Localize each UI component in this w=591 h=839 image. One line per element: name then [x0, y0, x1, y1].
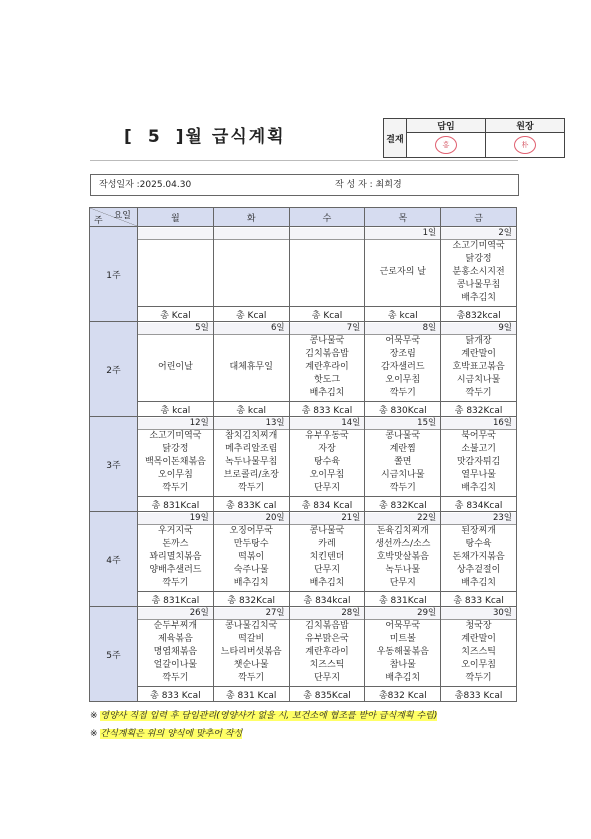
day-cell	[365, 607, 441, 687]
menu-list	[290, 525, 365, 591]
day-header-wed: 수	[289, 208, 365, 227]
day-cell	[289, 512, 365, 592]
menu-item: 오이무침	[158, 470, 193, 481]
calorie-total: 총833 Kcal	[441, 687, 517, 702]
menu-list	[441, 525, 516, 591]
menu-item: 콩나물무침	[456, 280, 501, 291]
note-mark: ※	[90, 729, 98, 739]
date-label: 26일	[138, 608, 213, 620]
week-label: 2주	[90, 322, 138, 417]
menu-item: 핫도그	[313, 375, 341, 386]
date-label: 22일	[365, 513, 440, 525]
approval-label: 결재	[384, 119, 407, 158]
menu-item: 깍두기	[465, 388, 492, 399]
menu-list	[365, 430, 440, 496]
menu-item: 깍두기	[389, 388, 416, 399]
day-cell	[138, 227, 214, 307]
menu-item: 챗순나물	[233, 660, 269, 671]
day-cell	[441, 607, 517, 687]
menu-item: 콩나물국	[385, 430, 421, 441]
date-label	[290, 228, 365, 240]
menu-item: 쫄면	[394, 456, 412, 467]
day-header-fri: 금	[441, 208, 517, 227]
date-label: 12일	[138, 418, 213, 430]
week-label: 4주	[90, 512, 138, 607]
date-label: 5일	[138, 323, 213, 335]
date-label	[138, 228, 213, 240]
calorie-total: 총 kcal	[213, 402, 289, 417]
menu-list	[214, 620, 289, 686]
menu-item: 녹두나물무침	[225, 456, 278, 467]
totals-row	[90, 307, 517, 322]
totals-row	[90, 497, 517, 512]
menu-list	[441, 620, 516, 686]
week-row	[90, 227, 517, 307]
meta-bar	[90, 174, 519, 196]
menu-item: 닭개장	[465, 335, 492, 346]
date-label: 6일	[214, 323, 289, 335]
menu-list	[365, 240, 440, 306]
menu-item: 생선까스/소스	[375, 538, 431, 549]
menu-item: 배추김치	[309, 578, 345, 589]
day-cell	[441, 322, 517, 402]
date-label: 14일	[290, 418, 365, 430]
date-label: 21일	[290, 513, 365, 525]
date-label: 27일	[214, 608, 289, 620]
menu-item: 계란찜	[389, 443, 416, 454]
menu-item: 배추김치	[385, 673, 421, 684]
title-bracket: [	[124, 127, 134, 147]
menu-item: 탕수육	[465, 538, 492, 549]
menu-list	[290, 620, 365, 686]
day-header-tue: 화	[213, 208, 289, 227]
menu-item: 배추김치	[461, 578, 496, 589]
menu-item: 제육볶음	[158, 633, 193, 644]
menu-item: 감자샐러드	[381, 361, 425, 372]
menu-item: 돈까스	[162, 538, 189, 549]
menu-item: 깍두기	[162, 578, 189, 589]
menu-list	[290, 335, 365, 401]
menu-list	[365, 525, 440, 591]
menu-item: 단무지	[313, 565, 341, 576]
menu-item: 배추김치	[461, 483, 496, 494]
approval-signature-teacher	[407, 133, 486, 158]
menu-item: 호박표고볶음	[452, 361, 505, 372]
day-cell	[138, 417, 214, 497]
menu-item: 참나물	[389, 660, 416, 671]
menu-item: 상추겉절이	[456, 565, 501, 576]
menu-item: 우거지국	[158, 525, 193, 536]
menu-item: 브로콜리/초장	[223, 470, 279, 481]
menu-item: 맛감자튀김	[456, 456, 501, 467]
date-label: 15일	[365, 418, 440, 430]
calorie-total: 총 830Kcal	[365, 402, 441, 417]
menu-item: 명엽채볶음	[153, 646, 198, 657]
date-label	[214, 228, 289, 240]
menu-item: 떡갈비	[238, 633, 265, 644]
menu-item: 콩나물김치국	[225, 620, 278, 631]
menu-item: 치킨텐더	[309, 551, 345, 562]
menu-item: 닭강정	[465, 253, 492, 264]
title-month: 5	[147, 127, 162, 147]
date-label: 29일	[365, 608, 440, 620]
menu-list	[138, 620, 213, 686]
calorie-total: 총 834Kcal	[441, 497, 517, 512]
note-text: 간식계획은 위의 양식에 맞추어 작성	[100, 729, 243, 739]
day-cell	[365, 227, 441, 307]
menu-item: 단무지	[313, 673, 341, 684]
menu-item: 자장	[318, 443, 336, 454]
menu-list	[138, 335, 213, 401]
calorie-total: 총 832Kcal	[441, 402, 517, 417]
day-cell	[138, 607, 214, 687]
date-label: 20일	[214, 513, 289, 525]
menu-item: 청국장	[465, 620, 492, 631]
day-header-thu: 목	[365, 208, 441, 227]
date-label: 13일	[214, 418, 289, 430]
menu-item: 오이무침	[385, 375, 421, 386]
day-cell	[365, 512, 441, 592]
menu-item: 닭강정	[162, 443, 189, 454]
totals-row	[90, 402, 517, 417]
week-label: 5주	[90, 607, 138, 702]
menu-item: 우동해물볶음	[376, 646, 429, 657]
menu-item: 단무지	[389, 578, 416, 589]
menu-item: 떡볶이	[238, 551, 265, 562]
date-label: 23일	[441, 513, 516, 525]
day-header-mon: 월	[138, 208, 214, 227]
menu-item: 열무나물	[461, 470, 496, 481]
menu-item: 돈육김치찌개	[376, 525, 429, 536]
stamp-icon: 朴	[514, 136, 536, 154]
menu-item: 북어무국	[461, 430, 496, 441]
day-cell	[138, 512, 214, 592]
menu-item: 숙주나물	[233, 565, 269, 576]
menu-item: 만두탕수	[233, 538, 269, 549]
menu-list	[214, 335, 289, 401]
menu-item: 치즈스틱	[461, 646, 496, 657]
corner-week-label: 주	[94, 216, 103, 226]
calorie-total: 총 831 Kcal	[213, 687, 289, 702]
date-label: 19일	[138, 513, 213, 525]
day-cell	[365, 417, 441, 497]
day-cell	[213, 227, 289, 307]
menu-item: 김치볶음밥	[305, 620, 349, 631]
menu-list	[138, 240, 213, 306]
week-label: 3주	[90, 417, 138, 512]
menu-item: 배추김치	[461, 293, 496, 304]
menu-item: 꽈리멸치볶음	[149, 551, 202, 562]
menu-list	[138, 525, 213, 591]
menu-item: 오징어무국	[229, 525, 273, 536]
menu-item: 양배추샐러드	[149, 565, 202, 576]
menu-list	[441, 335, 516, 401]
page-title	[124, 122, 286, 147]
menu-list	[290, 430, 365, 496]
day-cell	[213, 322, 289, 402]
written-date: 작성일자 :2025.04.30	[99, 180, 192, 190]
meal-plan-table	[89, 207, 517, 702]
day-cell	[441, 417, 517, 497]
menu-item: 콩나물국	[309, 525, 345, 536]
menu-item: 깍두기	[238, 483, 265, 494]
menu-item: 분홍소시지전	[452, 266, 505, 277]
menu-item: 어묵무국	[385, 620, 421, 631]
approval-signature-director	[486, 133, 565, 158]
menu-item: 단무지	[313, 483, 341, 494]
menu-item: 돈채가지볶음	[452, 551, 505, 562]
menu-list	[214, 430, 289, 496]
menu-item: 순두부찌개	[153, 620, 198, 631]
date-label: 7일	[290, 323, 365, 335]
menu-item: 호박맛살볶음	[376, 551, 429, 562]
menu-item: 유부우동국	[305, 430, 349, 441]
menu-item: 얼갈이나물	[153, 660, 198, 671]
menu-item: 유부맑은국	[305, 633, 349, 644]
menu-item: 소고기미역국	[149, 430, 202, 441]
menu-item: 계란후라이	[305, 361, 349, 372]
title-text: ]월 급식계획	[175, 127, 286, 147]
stamp-icon: 홍	[435, 136, 457, 154]
calorie-total: 총 kcal	[138, 402, 214, 417]
date-label: 8일	[365, 323, 440, 335]
date-label: 1일	[365, 228, 440, 240]
calorie-total: 총 835Kcal	[289, 687, 365, 702]
week-row	[90, 417, 517, 497]
calorie-total: 총 Kcal	[289, 307, 365, 322]
menu-item: 계란말이	[461, 633, 496, 644]
date-label: 30일	[441, 608, 516, 620]
approval-role-teacher: 담임	[407, 119, 486, 133]
menu-item: 백목이돈채볶음	[144, 456, 206, 467]
day-cell	[289, 607, 365, 687]
menu-item: 탕수육	[313, 456, 341, 467]
calorie-total: 총 831Kcal	[138, 592, 214, 607]
calorie-total: 총 834kcal	[289, 592, 365, 607]
calorie-total: 총 832Kcal	[213, 592, 289, 607]
approval-box	[383, 118, 565, 158]
menu-item: 어묵무국	[385, 335, 421, 346]
approval-role-director: 원장	[486, 119, 565, 133]
calorie-total: 총 833K cal	[213, 497, 289, 512]
calorie-total: 총 831Kcal	[365, 592, 441, 607]
menu-list	[365, 335, 440, 401]
week-row	[90, 322, 517, 402]
menu-item: 계란후라이	[305, 646, 349, 657]
date-label: 9일	[441, 323, 516, 335]
date-label: 28일	[290, 608, 365, 620]
corner-header	[90, 208, 138, 227]
calorie-total: 총832 Kcal	[365, 687, 441, 702]
author: 작 성 자 : 최희경	[335, 180, 402, 190]
day-cell	[213, 607, 289, 687]
menu-list	[138, 430, 213, 496]
menu-item: 메추리알조림	[225, 443, 278, 454]
week-row	[90, 512, 517, 592]
menu-item: 깍두기	[389, 483, 416, 494]
menu-item: 느타리버섯볶음	[220, 646, 282, 657]
day-cell	[441, 227, 517, 307]
menu-item: 장조림	[389, 348, 416, 359]
menu-item: 깍두기	[162, 483, 189, 494]
corner-day-label: 요일	[113, 211, 131, 221]
calorie-total: 총 832Kcal	[365, 497, 441, 512]
menu-item: 깍두기	[238, 673, 265, 684]
calorie-total: 총 831Kcal	[138, 497, 214, 512]
menu-item: 소고기미역국	[452, 240, 505, 251]
calorie-total: 총 Kcal	[213, 307, 289, 322]
day-cell	[213, 417, 289, 497]
menu-list	[441, 240, 516, 306]
day-cell	[213, 512, 289, 592]
menu-list	[214, 525, 289, 591]
calorie-total: 총 833 Kcal	[441, 592, 517, 607]
menu-item: 된장찌개	[461, 525, 496, 536]
header-row	[90, 208, 517, 227]
menu-item: 깍두기	[465, 673, 492, 684]
week-row	[90, 607, 517, 687]
calorie-total: 총 kcal	[365, 307, 441, 322]
menu-item: 미트볼	[389, 633, 416, 644]
note-text: 영양사 직접 입력 후 담임관리(영양사가 없을 시, 보건소에 협조를 받아 급식계획 수립)	[100, 711, 438, 721]
menu-item: 근로자의 날	[379, 266, 426, 277]
divider	[90, 160, 518, 161]
week-label: 1주	[90, 227, 138, 322]
menu-list	[290, 240, 365, 306]
calorie-total: 총 833 Kcal	[138, 687, 214, 702]
menu-item: 김치볶음밥	[305, 348, 349, 359]
note-mark: ※	[90, 711, 98, 721]
menu-item: 오이무침	[309, 470, 345, 481]
day-cell	[365, 322, 441, 402]
calorie-total: 총832kcal	[441, 307, 517, 322]
menu-item: 참치김치찌개	[225, 430, 278, 441]
date-label: 16일	[441, 418, 516, 430]
menu-item: 카레	[318, 538, 336, 549]
menu-list	[214, 240, 289, 306]
menu-item: 소불고기	[461, 443, 496, 454]
menu-item: 콩나물국	[309, 335, 345, 346]
menu-list	[365, 620, 440, 686]
day-cell	[441, 512, 517, 592]
menu-list	[441, 430, 516, 496]
menu-item: 어린이날	[158, 361, 193, 372]
calorie-total: 총 833 Kcal	[289, 402, 365, 417]
menu-item: 배추김치	[233, 578, 269, 589]
calorie-total: 총 Kcal	[138, 307, 214, 322]
date-label: 2일	[441, 228, 516, 240]
totals-row	[90, 592, 517, 607]
day-cell	[289, 322, 365, 402]
calorie-total: 총 834 Kcal	[289, 497, 365, 512]
menu-item: 배추김치	[309, 388, 345, 399]
menu-item: 시금치나물	[381, 470, 425, 481]
note-1	[90, 708, 437, 721]
day-cell	[138, 322, 214, 402]
menu-item: 시금치나물	[456, 375, 501, 386]
totals-row	[90, 687, 517, 702]
menu-item: 오이무침	[461, 660, 496, 671]
day-cell	[289, 417, 365, 497]
day-cell	[289, 227, 365, 307]
menu-item: 계란말이	[461, 348, 496, 359]
menu-item: 깍두기	[162, 673, 189, 684]
menu-item: 치즈스틱	[309, 660, 345, 671]
note-2	[90, 726, 242, 739]
menu-item: 대체휴무일	[229, 361, 273, 372]
menu-item: 녹두나물	[385, 565, 421, 576]
